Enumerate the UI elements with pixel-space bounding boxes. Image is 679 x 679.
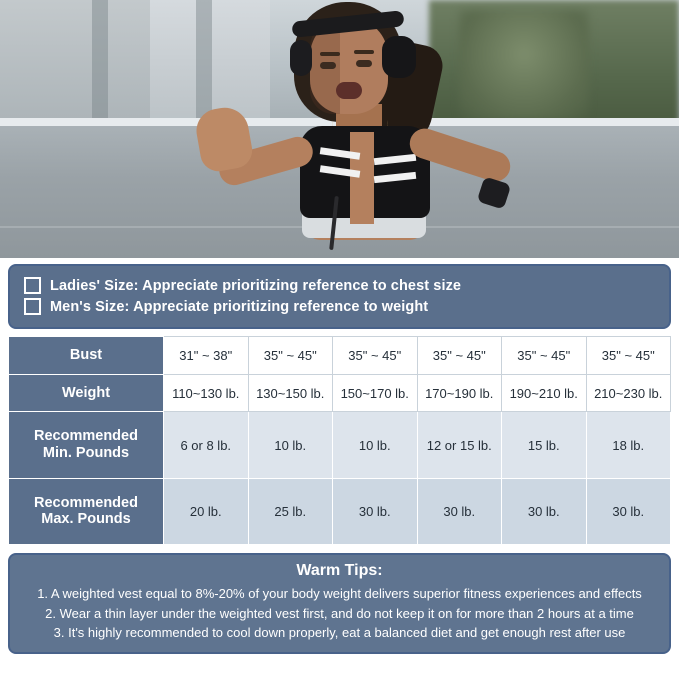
pillar-two [196,0,212,120]
size-table [8,336,671,545]
cell-max-2: 25 lb. [248,478,333,544]
weighted-vest-opening [350,132,374,224]
cell-weight-6: 210~230 lb. [586,374,671,412]
table-row-weight [9,374,671,412]
warm-tips-title: Warm Tips: [296,562,383,580]
hero-photo [0,0,679,258]
headphone-earcup-right [382,36,416,78]
cell-min-2: 10 lb. [248,412,333,478]
cell-bust-6: 35" ~ 45" [586,337,671,375]
cell-bust-4: 35" ~ 45" [417,337,502,375]
runner-brow-right [354,50,374,54]
size-note-ladies-text: Ladies' Size: Appreciate prioritizing reference to chest size [50,277,462,294]
cell-max-6: 30 lb. [586,478,671,544]
table-row-bust [9,337,671,375]
checkbox-icon [24,277,41,294]
warm-tips-line-2: 2. Wear a thin layer under the weighted vest first, and do not keep it on for more than 2 hours at a time [45,605,634,621]
cell-min-6: 18 lb. [586,412,671,478]
table-row-min-pounds [9,412,671,478]
runner-brow-left [320,52,340,56]
headphone-earcup-left [290,40,312,76]
cell-weight-4: 170~190 lb. [417,374,502,412]
row-header-max-pounds [9,478,164,544]
cell-max-3: 30 lb. [333,478,418,544]
cell-min-3: 10 lb. [333,412,418,478]
cell-weight-5: 190~210 lb. [502,374,587,412]
row-header-max-pounds-line2: Max. Pounds [41,511,131,528]
row-header-weight: Weight [9,374,164,412]
cell-bust-3: 35" ~ 45" [333,337,418,375]
row-header-max-pounds-line1: Recommended [34,494,138,511]
cell-weight-3: 150~170 lb. [333,374,418,412]
building-left [0,0,150,135]
checkbox-icon [24,298,41,315]
runner-eye-left [320,62,336,69]
cell-bust-5: 35" ~ 45" [502,337,587,375]
warm-tips-line-1: 1. A weighted vest equal to 8%-20% of your body weight delivers superior fitness experiences and effects [37,586,642,602]
cell-min-5: 15 lb. [502,412,587,478]
runner-figure [232,0,532,258]
cell-max-5: 30 lb. [502,478,587,544]
row-header-min-pounds [9,412,164,478]
size-note-row-ladies [24,275,655,296]
size-note-row-mens [24,296,655,317]
cell-weight-1: 110~130 lb. [164,374,249,412]
size-note-bar [8,264,671,329]
cell-bust-1: 31" ~ 38" [164,337,249,375]
warm-tips-panel [8,553,671,654]
cell-min-1: 6 or 8 lb. [164,412,249,478]
pillar-one [92,0,108,120]
cell-max-4: 30 lb. [417,478,502,544]
row-header-min-pounds-line1: Recommended [34,428,138,445]
table-row-max-pounds [9,478,671,544]
row-header-min-pounds-line2: Min. Pounds [42,445,130,462]
warm-tips-line-3: 3. It's highly recommended to cool down properly, eat a balanced diet and get enough rest after use [53,625,626,641]
wrist-watch [477,176,512,209]
cell-weight-2: 130~150 lb. [248,374,333,412]
row-header-bust: Bust [9,337,164,375]
runner-eye-right [356,60,372,67]
runner-mouth [336,82,362,99]
cell-min-4: 12 or 15 lb. [417,412,502,478]
cell-bust-2: 35" ~ 45" [248,337,333,375]
cell-max-1: 20 lb. [164,478,249,544]
size-note-mens-text: Men's Size: Appreciate prioritizing reference to weight [50,298,429,315]
